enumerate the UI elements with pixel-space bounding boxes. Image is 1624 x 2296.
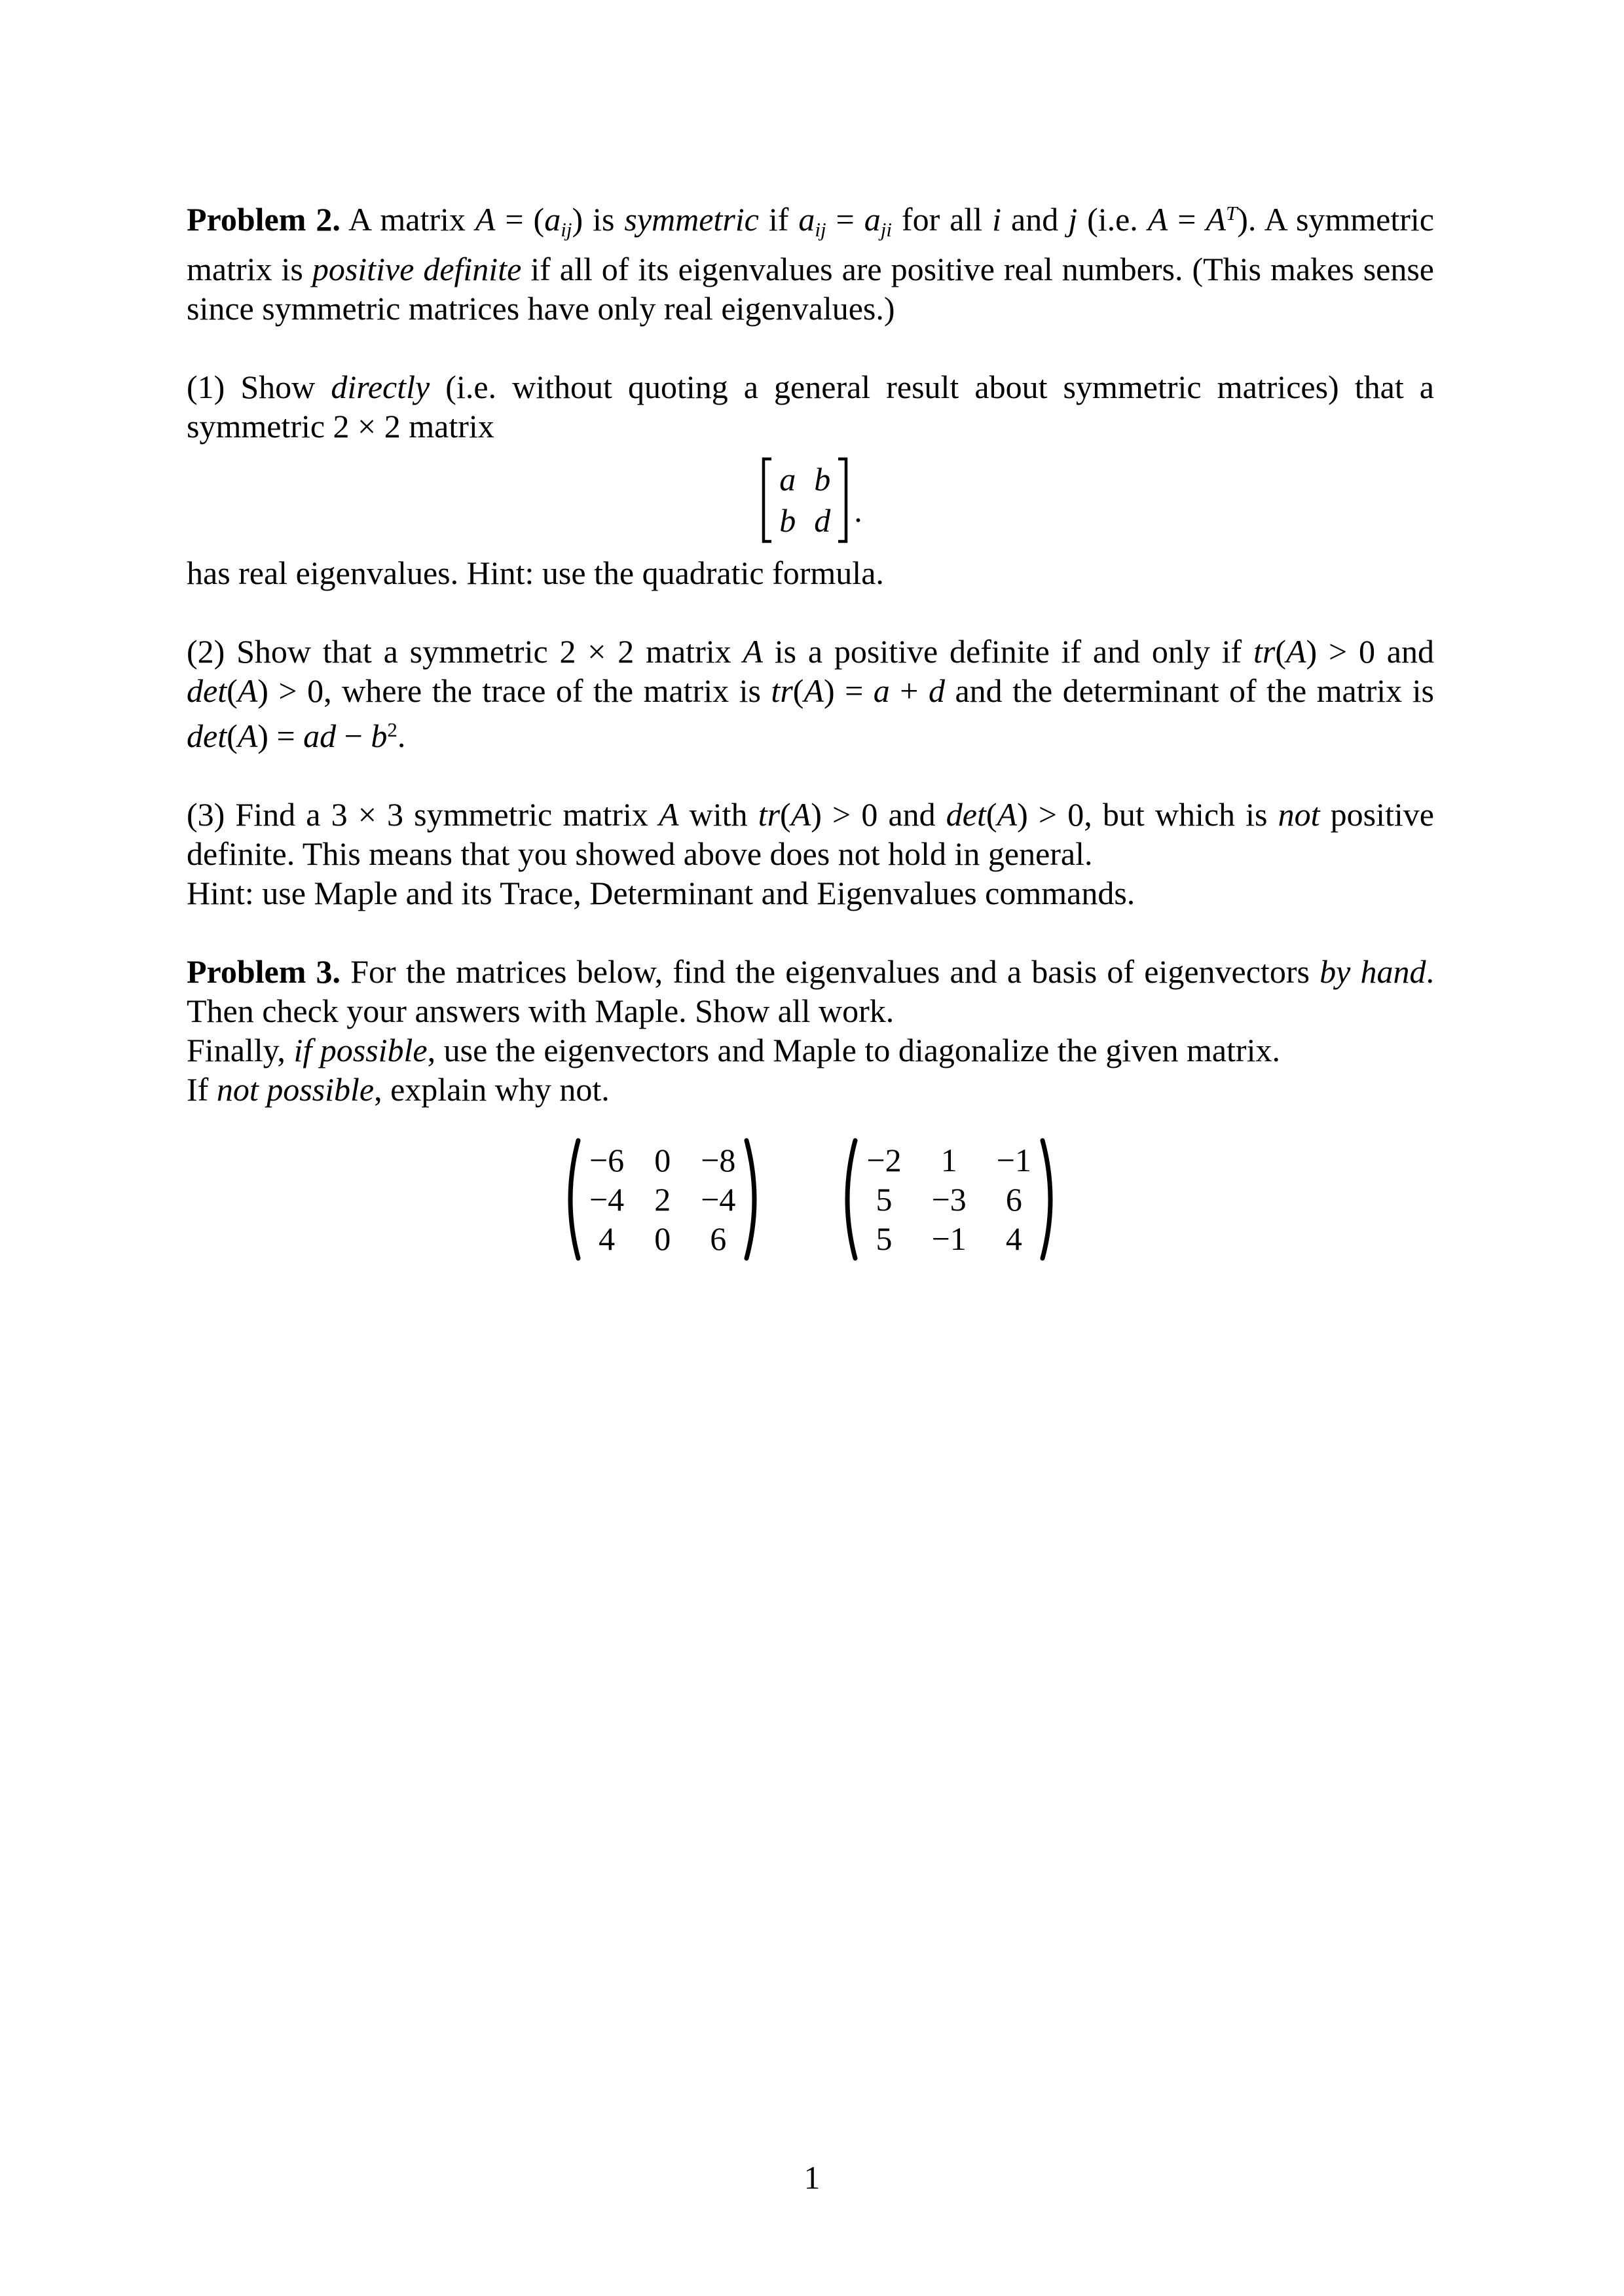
text-run: (: [986, 795, 997, 833]
matrix-cell: 5: [876, 1220, 893, 1257]
text-run: positive definite: [312, 250, 522, 287]
text-run: b: [371, 717, 388, 754]
display-matrix-2x2: [187, 456, 1434, 544]
bracket-matrix: [758, 456, 851, 544]
text-run: If: [187, 1070, 217, 1108]
text-run: det: [187, 717, 227, 754]
right-paren-icon: [1038, 1137, 1063, 1262]
matrix-cell: −1: [996, 1141, 1031, 1178]
text-run: , explain why not.: [374, 1070, 610, 1108]
text-run: a: [798, 201, 815, 238]
paragraph-problem2-part1: [187, 367, 1434, 446]
text-run: = (: [495, 201, 545, 238]
text-run: A: [475, 201, 496, 238]
text-run: .: [397, 717, 406, 754]
text-run: det: [187, 672, 227, 709]
text-run: =: [1168, 201, 1206, 238]
text-run: a: [864, 201, 881, 238]
text-run: has real eigenvalues. Hint: use the quadratic formula.: [187, 554, 884, 591]
text-run: (1) Show: [187, 368, 331, 405]
matrix-cell: −6: [589, 1141, 625, 1178]
matrix-cell: −2: [866, 1141, 902, 1178]
text-run: Hint: use Maple and its Trace, Determinant and Eigenvalues commands.: [187, 874, 1135, 911]
text-run: by hand: [1320, 953, 1426, 990]
text-run: Problem 3.: [187, 953, 341, 990]
text-run: a: [873, 672, 890, 709]
matrix-cell: 1: [940, 1141, 957, 1178]
matrix-cells-2x2: [773, 459, 837, 541]
text-run: (i.e.: [1077, 201, 1148, 238]
text-run: , use the eigenvectors and Maple to diagonalize the given matrix.: [427, 1031, 1280, 1068]
text-run: (: [792, 672, 804, 709]
right-bracket-icon: [837, 456, 851, 544]
text-run: (3) Find a 3 × 3 symmetric matrix: [187, 795, 659, 833]
text-run: d: [928, 672, 945, 709]
problem3-matrices: [187, 1137, 1434, 1262]
text-run: (: [1275, 632, 1286, 670]
text-run: if possible: [293, 1031, 428, 1068]
matrix-cell: 4: [1005, 1220, 1022, 1257]
matrix-b-cells: [860, 1140, 1038, 1258]
text-run: Finally,: [187, 1031, 294, 1068]
matrix-cell: 6: [710, 1220, 727, 1257]
matrix-cell: d: [814, 502, 831, 539]
text-run: and: [1001, 201, 1069, 238]
text-run: ad: [303, 717, 337, 754]
matrix-cell: 0: [654, 1141, 671, 1178]
matrix-a-cells: [583, 1140, 742, 1258]
left-paren-icon: [835, 1137, 860, 1262]
text-run: ) =: [823, 672, 874, 709]
text-run: A: [1147, 201, 1168, 238]
matrix-trailing-period: .: [854, 492, 862, 529]
paragraph-problem2-part1-continuation: [187, 553, 1434, 592]
text-run: ) > 0, but which is: [1017, 795, 1278, 833]
paragraph-problem2-part2: [187, 632, 1434, 756]
matrix-cell: −1: [931, 1220, 967, 1257]
text-run: and the determinant of the matrix is: [944, 672, 1435, 709]
text-run: +: [889, 672, 929, 709]
text-run: (i.e. without quoting a general result about symmetric matrices) that a symmetric 2 × 2 matrix: [187, 368, 1434, 445]
text-run: ) > 0 and: [1306, 632, 1434, 670]
text-run: (: [780, 795, 791, 833]
text-run: A: [237, 717, 258, 754]
text-run: A: [237, 672, 258, 709]
matrix-cell: −4: [589, 1180, 625, 1218]
text-run: (2) Show that a symmetric 2 × 2 matrix: [187, 632, 743, 670]
text-column: [187, 194, 1434, 1262]
text-run: =: [826, 201, 864, 238]
text-run: j: [1068, 201, 1078, 238]
matrix-cell: 4: [599, 1220, 616, 1257]
text-run: is a positive definite if and only if: [762, 632, 1253, 670]
text-run: not possible: [216, 1070, 375, 1108]
text-run: A: [743, 632, 763, 670]
text-run: tr: [758, 795, 781, 833]
matrix-a: [558, 1137, 767, 1262]
text-run: ij: [561, 217, 572, 241]
text-run: not: [1278, 795, 1320, 833]
text-run: directly: [331, 368, 430, 405]
text-run: ). A symmetric matrix is: [187, 201, 1435, 287]
text-run: A: [658, 795, 679, 833]
text-run: ) > 0 and: [811, 795, 946, 833]
left-paren-icon: [558, 1137, 583, 1262]
text-run: positive definite. This means that you showed above does not hold in general.: [187, 795, 1434, 872]
text-run: tr: [1253, 632, 1276, 670]
matrix-cell: b: [779, 502, 796, 539]
text-run: Problem 2.: [187, 201, 341, 238]
text-run: . Then check your answers with Maple. Show all work.: [187, 953, 1434, 1029]
text-run: if all of its eigenvalues are positive real numbers. (This makes sense since symmetric matrices have only real eigenvalues.): [187, 250, 1434, 327]
matrix-cell: 6: [1005, 1180, 1022, 1218]
right-paren-icon: [742, 1137, 767, 1262]
left-bracket-icon: [758, 456, 773, 544]
text-run: i: [992, 201, 1002, 238]
matrix-cell: −3: [931, 1180, 967, 1218]
text-run: for all: [891, 201, 993, 238]
text-run: A: [803, 672, 824, 709]
text-run: A matrix: [340, 201, 475, 238]
text-run: ji: [880, 217, 892, 241]
matrix-cell: −8: [701, 1141, 736, 1178]
text-run: For the matrices below, find the eigenvalues and a basis of eigenvectors: [341, 953, 1320, 990]
text-run: ) > 0, where the trace of the matrix is: [257, 672, 771, 709]
text-run: A: [1285, 632, 1306, 670]
matrix-cell: 2: [654, 1180, 671, 1218]
matrix-b: [835, 1137, 1063, 1262]
text-run: A: [997, 795, 1018, 833]
text-run: ) =: [257, 717, 304, 754]
text-run: a: [544, 201, 561, 238]
paragraph-problem2-part3: [187, 795, 1434, 913]
text-run: T: [1226, 202, 1238, 225]
matrix-cell: 5: [876, 1180, 893, 1218]
text-run: (: [227, 672, 238, 709]
text-run: with: [678, 795, 758, 833]
text-run: A: [790, 795, 811, 833]
text-run: det: [946, 795, 986, 833]
paragraph-problem3-intro: [187, 952, 1434, 1109]
matrix-cell: 0: [654, 1220, 671, 1257]
paragraph-problem2-intro: [187, 194, 1434, 328]
text-run: (: [227, 717, 238, 754]
text-run: if: [758, 201, 799, 238]
text-run: symmetric: [624, 201, 759, 238]
text-run: tr: [771, 672, 793, 709]
text-run: A: [1206, 201, 1227, 238]
text-run: 2: [387, 718, 397, 741]
text-run: ) is: [572, 201, 625, 238]
text-run: ij: [815, 217, 826, 241]
matrix-cell: a: [779, 461, 796, 498]
matrix-cell: −4: [701, 1180, 736, 1218]
page-number: 1: [803, 2159, 821, 2196]
matrix-cell: b: [814, 461, 831, 498]
text-run: −: [336, 717, 371, 754]
